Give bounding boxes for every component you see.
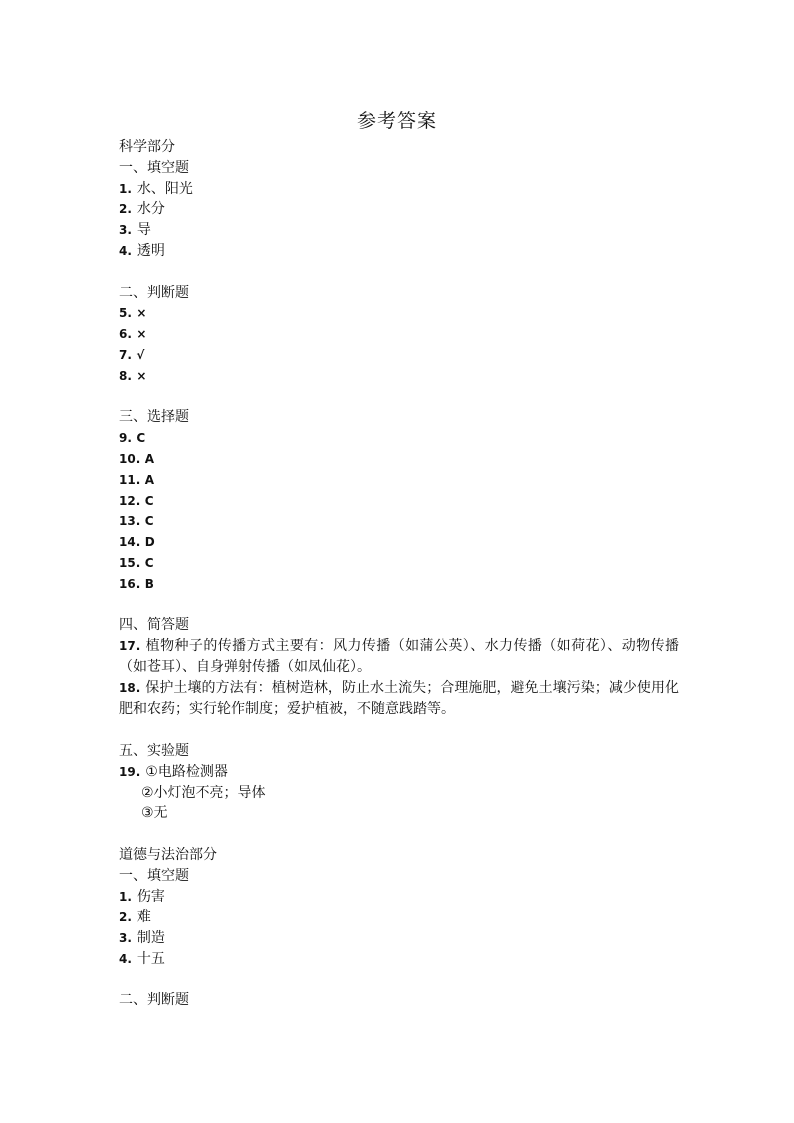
item-answer: 水、阳光 [136,180,193,197]
item-number: 3. [119,223,132,238]
answer-item [119,553,679,574]
answer-item [119,511,679,532]
item-number: 18. [119,681,141,696]
item-number: 5. [119,306,132,321]
answer-item [119,303,679,324]
answer-item [119,428,679,449]
item-answer: 难 [136,909,151,926]
answer-item [119,470,679,491]
answer-paragraph [119,678,679,720]
item-answer: × [136,306,147,321]
answer-item [119,949,679,970]
item-number: 1. [119,889,132,904]
item-number: 12. [119,493,141,508]
item-number: 17. [119,639,141,654]
item-answer: × [136,327,147,342]
item-number: 11. [119,472,141,487]
item-number: 4. [119,951,132,966]
item-number: 7. [119,347,132,362]
answer-item [119,449,679,470]
item-answer: C [144,493,154,508]
science-true-false-heading: 二、判断题 [119,284,189,301]
answer-item [119,532,679,553]
item-number: 16. [119,576,141,591]
answer-item [119,179,679,200]
science-choice-heading: 三、选择题 [119,409,189,426]
item-number: 2. [119,910,132,925]
science-experiment-heading: 五、实验题 [119,742,189,759]
answer-item [119,241,679,262]
answer-paragraph [119,636,679,678]
item-answer: A [144,472,155,487]
answer-item [119,199,679,220]
answer-item [119,345,679,366]
item-number: 6. [119,327,132,342]
item-number: 1. [119,181,132,196]
item-number: 14. [119,535,141,550]
answer-item [119,574,679,595]
item-number: 13. [119,514,141,529]
item-answer: 保护土壤的方法有：植树造林，防止水土流失；合理施肥，避免土壤污染；减少使用化肥和农药；实行轮作制度；爱护植被，不随意践踏等。 [119,680,679,718]
science-short-answer-heading: 四、简答题 [119,617,189,634]
item-number: 19. [119,764,141,779]
item-number: 2. [119,202,132,217]
item-answer: × [136,368,147,383]
item-number: 8. [119,368,132,383]
item-number: 3. [119,931,132,946]
item-answer: ①电路检测器 [145,763,228,780]
item-answer: 植物种子的传播方式主要有：风力传播（如蒲公英）、水力传播（如荷花）、动物传播（如苍耳）、自身弹射传播（如凤仙花）。 [119,638,679,676]
answer-item [119,366,679,387]
answer-item [119,220,679,241]
item-answer: D [144,535,155,550]
item-answer: 制造 [136,930,165,947]
item-number: 15. [119,555,141,570]
item-answer: 水分 [136,201,165,218]
item-answer: ②小灯泡不亮；导体 [141,784,266,801]
item-answer: √ [136,347,145,362]
science-section-heading: 科学部分 [119,139,175,155]
morality-section-heading: 道德与法治部分 [119,846,217,863]
item-number: 9. [119,431,132,446]
morality-true-false-heading: 二、判断题 [119,992,189,1009]
item-answer: A [144,451,155,466]
answer-content [119,137,679,1011]
morality-fill-blank-heading: 一、填空题 [119,867,189,884]
item-answer: 十五 [136,950,165,967]
item-number: 10. [119,451,141,466]
answer-item [119,324,679,345]
item-answer: ③无 [141,805,168,822]
page-title: 参考答案 [356,110,437,132]
answer-item [119,887,679,908]
answer-item [119,928,679,949]
answer-item [119,762,679,783]
answer-item [119,491,679,512]
item-answer: 导 [136,222,151,239]
item-number: 4. [119,243,132,258]
item-answer: C [144,555,154,570]
item-answer: 透明 [136,242,165,259]
answer-item [119,783,679,804]
answer-item [119,803,679,824]
item-answer: C [144,514,154,529]
item-answer: 伤害 [136,888,165,905]
answer-item [119,907,679,928]
item-answer: C [136,431,146,446]
science-fill-blank-heading: 一、填空题 [119,159,189,176]
item-answer: B [144,576,154,591]
